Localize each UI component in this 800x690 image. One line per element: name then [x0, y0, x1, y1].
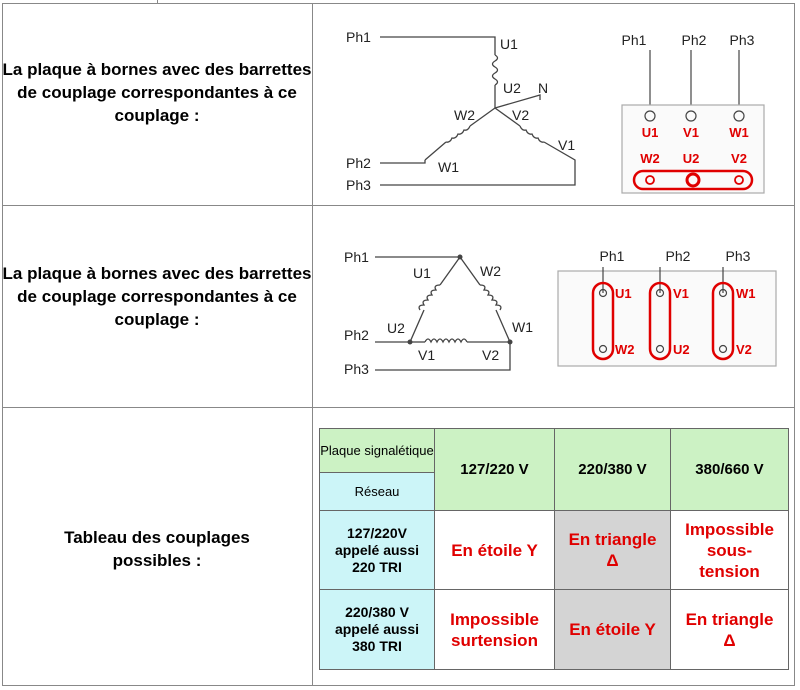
row-label-delta-plate: La plaque à bornes avec des barrettes de couplage correspondantes à ce couplage :	[2, 264, 312, 329]
delta-terminal-plate	[555, 243, 780, 373]
column-divider	[312, 3, 313, 686]
label-v1: V1	[558, 137, 576, 153]
plate-ph1: Ph1	[621, 32, 647, 48]
delta-label-v1: V1	[418, 347, 436, 363]
column-divider	[157, 0, 158, 4]
delta-label-ph1: Ph1	[344, 249, 369, 265]
star-wiring-diagram	[330, 20, 600, 200]
dplate-v1: V1	[673, 286, 689, 301]
dplate-ph1: Ph1	[599, 248, 625, 264]
delta-label-w1: W1	[512, 319, 533, 335]
delta-label-v2: V2	[482, 347, 500, 363]
label-v2: V2	[512, 107, 530, 123]
corner-top-cell: Plaque signalétique	[320, 429, 435, 473]
coupling-table	[319, 428, 789, 670]
plate-v2: V2	[731, 151, 747, 166]
label-w2: W2	[454, 107, 475, 123]
label-w1: W1	[438, 159, 459, 175]
label-u1: U1	[500, 36, 518, 52]
table-cell: Impossible sous-tension	[671, 511, 789, 590]
corner-bottom-cell: Réseau	[320, 473, 435, 511]
row-header: 127/220V appelé aussi 220 TRI	[320, 511, 435, 590]
dplate-w2: W2	[615, 342, 635, 357]
label-ph3: Ph3	[346, 177, 371, 193]
column-header: 380/660 V	[671, 429, 789, 511]
row-label-star-plate: La plaque à bornes avec des barrettes de couplage correspondantes à ce couplage :	[2, 60, 312, 125]
plate-v1: V1	[683, 125, 699, 140]
dplate-v2: V2	[736, 342, 752, 357]
row-label-table: Tableau des couplages possibles :	[64, 528, 250, 570]
dplate-u2: U2	[673, 342, 690, 357]
star-terminal-plate	[612, 25, 772, 200]
delta-wiring-diagram	[330, 240, 540, 390]
plate-u1: U1	[641, 125, 659, 140]
label-u2: U2	[503, 80, 521, 96]
plate-w2: W2	[640, 151, 660, 166]
plate-u2: U2	[682, 151, 700, 166]
table-cell: En étoile Y	[435, 511, 555, 590]
row-divider	[2, 407, 795, 408]
table-cell: En étoile Y	[555, 590, 671, 670]
dplate-ph3: Ph3	[725, 248, 751, 264]
dplate-w1: W1	[736, 286, 756, 301]
plate-ph3: Ph3	[729, 32, 755, 48]
table-cell: Impossible surtension	[435, 590, 555, 670]
table-cell: En triangle Δ	[555, 511, 671, 590]
column-header: 127/220 V	[435, 429, 555, 511]
row-header: 220/380 V appelé aussi 380 TRI	[320, 590, 435, 670]
table-cell: En triangle Δ	[671, 590, 789, 670]
label-ph2: Ph2	[346, 155, 371, 171]
delta-label-w2: W2	[480, 263, 501, 279]
plate-ph2: Ph2	[681, 32, 707, 48]
delta-label-ph2: Ph2	[344, 327, 369, 343]
row-divider	[2, 205, 795, 206]
plate-w1: W1	[729, 125, 749, 140]
dplate-ph2: Ph2	[665, 248, 691, 264]
delta-label-u2: U2	[387, 320, 405, 336]
column-header: 220/380 V	[555, 429, 671, 511]
label-n: N	[538, 80, 549, 96]
label-ph1: Ph1	[346, 29, 371, 45]
delta-label-u1: U1	[413, 265, 431, 281]
delta-label-ph3: Ph3	[344, 361, 369, 377]
dplate-u1: U1	[615, 286, 632, 301]
